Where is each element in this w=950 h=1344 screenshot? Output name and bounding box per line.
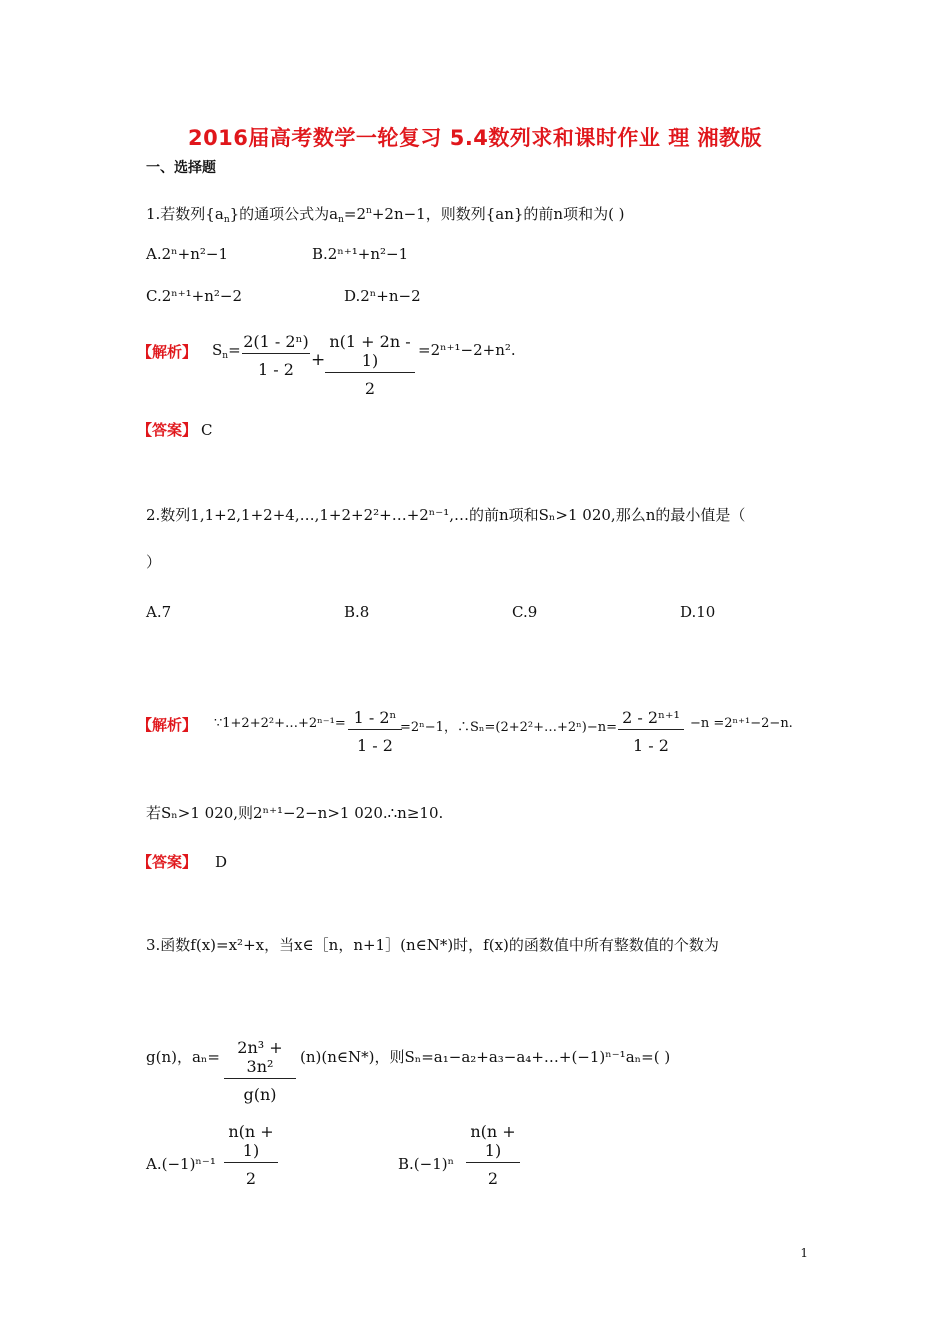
q3-stem-line-1: 3.函数f(x)=x²+x，当x∈［n，n+1］(n∈N*)时，f(x)的函数值中所有整数值的个数为 bbox=[146, 936, 719, 954]
q1-option-a: A.2ⁿ+n²−1 bbox=[146, 245, 228, 263]
q3-stem-line-2a: g(n)，aₙ= bbox=[146, 1048, 220, 1066]
q2-answer-label: 【答案】 bbox=[137, 853, 198, 871]
q1-option-c: C.2ⁿ⁺¹+n²−2 bbox=[146, 287, 243, 305]
q1-solution-rhs: =2ⁿ⁺¹−2+n². bbox=[418, 341, 516, 359]
q2-solution-label: 【解析】 bbox=[137, 716, 198, 734]
q3-option-b-fraction: n(n + 1) 2 bbox=[464, 1122, 522, 1188]
q1-stem: 1.若数列$\{a_n\}$的通项公式为$a_n=2^n+2n-1$，则数列{an}的前n项和为( ) bbox=[146, 205, 625, 225]
q3-option-a: A.(−1)ⁿ⁻¹ bbox=[146, 1155, 216, 1173]
q2-stem-close: ） bbox=[146, 553, 162, 571]
q1-solution-lhs: $S_n=$ bbox=[212, 341, 241, 361]
q2-option-c: C.9 bbox=[512, 603, 538, 621]
q1-option-b: B.2ⁿ⁺¹+n²−1 bbox=[312, 245, 409, 263]
q2-solution-part-b: =2ⁿ−1，∴Sₙ=(2+2²+…+2ⁿ)−n= bbox=[400, 720, 618, 735]
q2-solution-part-c: −n =2ⁿ⁺¹−2−n. bbox=[690, 716, 793, 731]
q2-option-a: A.7 bbox=[146, 603, 172, 621]
q2-option-d: D.10 bbox=[680, 603, 716, 621]
q1-option-d: D.2ⁿ+n−2 bbox=[344, 287, 421, 305]
q2-option-b: B.8 bbox=[344, 603, 370, 621]
q1-answer-label: 【答案】 bbox=[137, 421, 198, 439]
q1-fraction-1: 2(1 - 2ⁿ) 1 - 2 bbox=[243, 332, 309, 379]
q3-option-a-fraction: n(n + 1) 2 bbox=[222, 1122, 280, 1188]
q2-answer: 【答案】 D bbox=[137, 853, 228, 871]
page-title: 2016届高考数学一轮复习 5.4数列求和课时作业 理 湘教版 bbox=[187, 126, 763, 150]
q2-fraction-1: 1 - 2ⁿ 1 - 2 bbox=[346, 708, 404, 755]
page-number: 1 bbox=[800, 1246, 808, 1260]
q2-stem: 2.数列1,1+2,1+2+4,…,1+2+2²+…+2ⁿ⁻¹,…的前n项和Sₙ>1 020,那么n的最小值是（ bbox=[146, 506, 746, 524]
q3-option-b: B.(−1)ⁿ bbox=[398, 1155, 455, 1173]
q1-answer: 【答案】 C bbox=[137, 421, 213, 439]
section-heading: 一、选择题 bbox=[146, 160, 216, 176]
q3-fraction: 2n³ + 3n² g(n) bbox=[222, 1038, 298, 1104]
q1-plus: + bbox=[311, 350, 326, 370]
q2-solution-part-a: ∵1+2+2²+…+2ⁿ⁻¹= bbox=[214, 716, 346, 731]
q3-stem-line-2b: (n)(n∈N*)，则Sₙ=a₁−a₂+a₃−a₄+…+(−1)ⁿ⁻¹aₙ=( ) bbox=[300, 1048, 671, 1066]
q1-fraction-2: n(1 + 2n - 1) 2 bbox=[323, 332, 417, 398]
q2-fraction-2: 2 - 2ⁿ⁺¹ 1 - 2 bbox=[616, 708, 686, 755]
q1-solution-label: 【解析】 bbox=[137, 343, 198, 361]
q2-solution-line-2: 若Sₙ>1 020,则2ⁿ⁺¹−2−n>1 020.∴n≥10. bbox=[146, 804, 444, 822]
